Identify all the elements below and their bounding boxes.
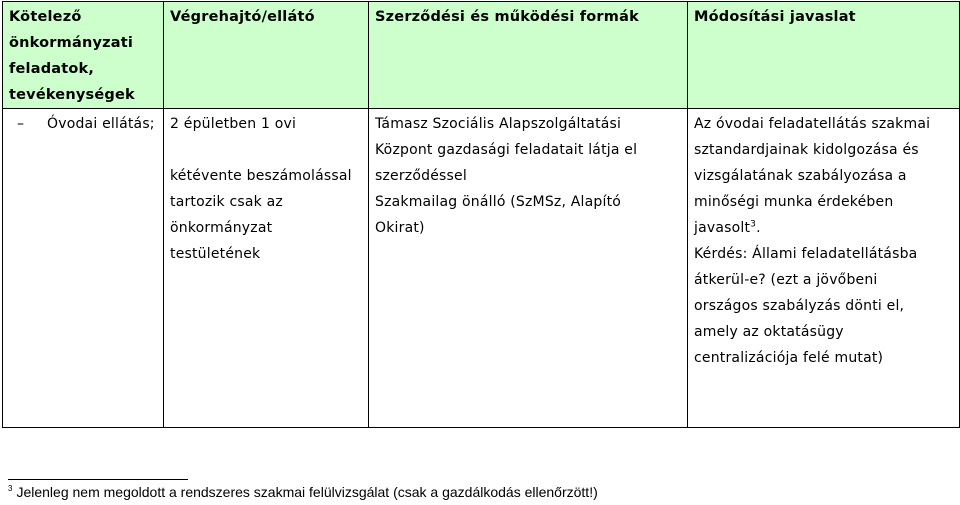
provider-line: tartozik csak az [170,194,283,210]
header-provider-label: Végrehajtó/ellátó [170,9,315,25]
contract-line: Szakmailag önálló (SzMSz, Alapító [375,194,622,210]
duties-table [2,1,960,428]
footnote-text: Jelenleg nem megoldott a rendszeres szakmai felülvizsgálat (csak a gazdálkodás ellenőrzött!) [16,484,598,500]
proposal-recommended: javasolt [694,220,751,236]
header-contract-forms-label: Szerződési és működési formák [375,9,639,25]
proposal-line: országos szabályzás dönti el, [694,298,905,314]
table-header-row [3,2,960,109]
dash-bullet: – [17,116,25,132]
footnote-separator [8,479,188,480]
proposal-line: centralizációja felé mutat) [694,350,884,366]
header-duties-line: feladatok, [9,61,95,77]
table-row [3,109,960,428]
footnote-number: 3 [8,484,13,493]
provider-line: önkormányzat [170,220,273,236]
contract-line: Központ gazdasági feladatait látja el [375,142,638,158]
duty-text [9,111,157,137]
header-duties [3,2,164,109]
duty-label: Óvodai ellátás; [47,116,155,132]
contract-line: szerződéssel [375,168,467,184]
cell-contract-forms [369,109,688,428]
proposal-line: vizsgálatának szabályozása a [694,168,907,184]
provider-line: testületének [170,246,261,262]
proposal-line: minőségi munka érdekében [694,194,894,210]
proposal-line: javasolt$^3$. [694,219,761,236]
provider-line: kétévente beszámolással [170,168,352,184]
header-contract-forms [369,2,688,109]
proposal-line: átkerül-e? (ezt a jövőbeni [694,272,878,288]
proposal-line: Kérdés: Állami feladatellátásba [694,246,918,262]
header-duties-line: önkormányzati [9,35,134,51]
header-duties-line: Kötelező [9,9,82,25]
footnote-reference[interactable]: 3 [750,219,757,230]
header-proposal-label: Módosítási javaslat [694,9,856,25]
proposal-line: Az óvodai feladatellátás szakmai [694,116,931,132]
contract-line: Okirat) [375,220,425,236]
proposal-line: sztandardjainak kidolgozása és [694,142,919,158]
provider-line: 2 épületben 1 ovi [170,116,297,132]
contract-line: Támasz Szociális Alapszolgáltatási [375,116,622,132]
header-provider [164,2,369,109]
header-proposal [688,2,960,109]
cell-provider [164,109,369,428]
header-duties-line: tevékenységek [9,87,135,103]
proposal-line: amely az oktatásügy [694,324,844,340]
cell-duty [3,109,164,428]
provider-line [170,137,362,163]
footnote [8,484,598,500]
cell-proposal [688,109,960,428]
